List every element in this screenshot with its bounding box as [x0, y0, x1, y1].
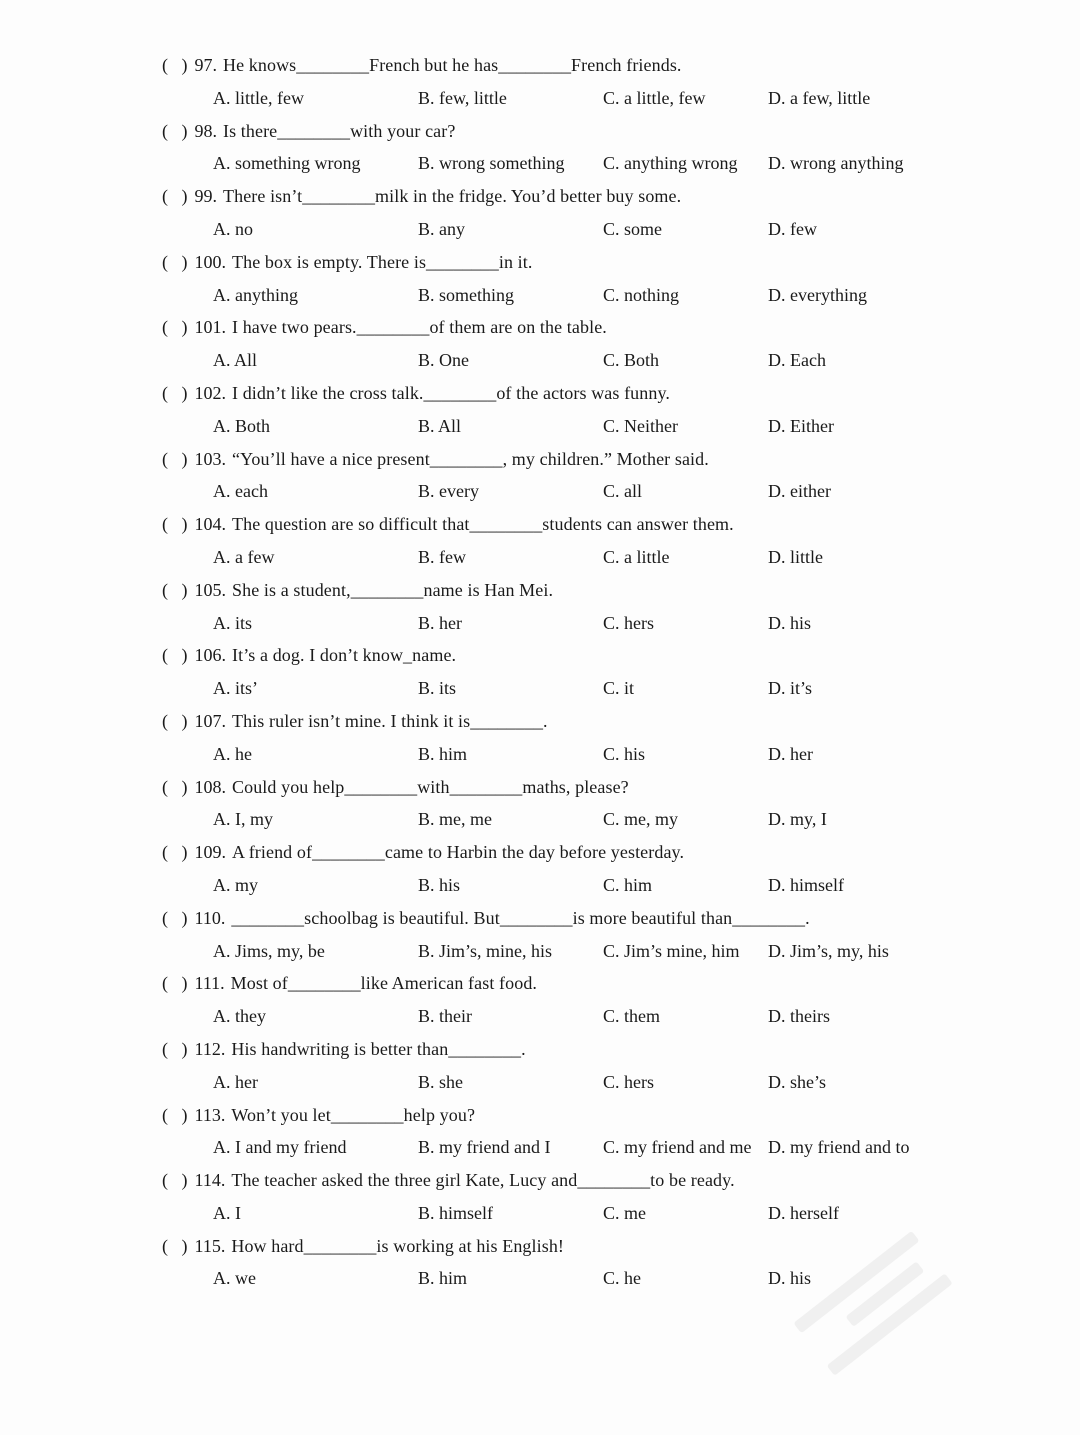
option-b: B. their [418, 1006, 472, 1027]
option-b: B. wrong something [418, 153, 565, 174]
options-row [162, 672, 1010, 705]
question-block [162, 639, 1010, 705]
options-row [162, 1262, 1010, 1295]
answer-bracket: ( ) [162, 448, 188, 469]
option-b: B. she [418, 1071, 463, 1092]
option-c: C. him [603, 874, 653, 895]
option-c: C. some [603, 218, 663, 239]
question-block [162, 246, 1010, 312]
option-c: C. me [603, 1202, 646, 1223]
option-a: A. I, my [213, 809, 273, 830]
option-a: A. Both [213, 415, 271, 436]
question-number: 104. [194, 514, 226, 535]
option-d: D. wrong anything [768, 153, 904, 174]
question-block [162, 967, 1010, 1033]
option-a: A. no [213, 218, 253, 239]
question-line [162, 639, 1010, 672]
question-block [162, 902, 1010, 968]
answer-bracket: ( ) [162, 186, 188, 207]
options-row [162, 213, 1010, 246]
option-a: A. each [213, 481, 268, 502]
question-number: 112. [194, 1038, 226, 1059]
options-row [162, 935, 1010, 968]
option-c: C. a little, few [603, 87, 706, 108]
option-b: B. One [418, 350, 469, 371]
question-line [162, 115, 1010, 148]
option-b: B. All [418, 415, 462, 436]
option-b: B. me, me [418, 809, 492, 830]
option-d: D. everything [768, 284, 867, 305]
question-number: 106. [194, 645, 226, 666]
option-a: A. we [213, 1268, 256, 1289]
question-line [162, 180, 1010, 213]
option-d: D. Each [768, 350, 826, 371]
option-b: B. few, little [418, 87, 507, 108]
question-number: 103. [194, 448, 226, 469]
question-block [162, 1099, 1010, 1165]
answer-bracket: ( ) [162, 514, 188, 535]
option-b: B. Jim’s, mine, his [418, 940, 553, 961]
question-line [162, 836, 1010, 869]
options-row [162, 607, 1010, 640]
question-block [162, 443, 1010, 509]
option-d: D. himself [768, 874, 844, 895]
question-number: 110. [194, 907, 226, 928]
option-c: C. Jim’s mine, him [603, 940, 740, 961]
option-d: D. it’s [768, 678, 813, 699]
option-b: B. its [418, 678, 457, 699]
option-c: C. them [603, 1006, 660, 1027]
question-line [162, 246, 1010, 279]
option-b: B. himself [418, 1202, 493, 1223]
option-d: D. his [768, 612, 812, 633]
options-row [162, 475, 1010, 508]
question-block [162, 49, 1010, 115]
option-a: A. a few [213, 546, 275, 567]
answer-bracket: ( ) [162, 710, 188, 731]
answer-bracket: ( ) [162, 55, 188, 75]
question-line [162, 902, 1010, 935]
question-line [162, 49, 1010, 82]
question-line [162, 1033, 1010, 1066]
option-a: A. anything [213, 284, 298, 305]
option-b: B. his [418, 874, 461, 895]
question-number: 107. [194, 710, 226, 731]
option-b: B. my friend and I [418, 1137, 551, 1158]
option-b: B. him [418, 1268, 468, 1289]
option-b: B. something [418, 284, 515, 305]
question-block [162, 574, 1010, 640]
question-text: The box is empty. There is________in it. [232, 251, 533, 272]
question-number: 102. [194, 382, 226, 403]
options-row [162, 803, 1010, 836]
option-c: C. Neither [603, 415, 678, 436]
option-b: B. her [418, 612, 462, 633]
question-number: 97. [194, 55, 217, 75]
question-text: There isn’t________milk in the fridge. You’d better buy some. [223, 186, 682, 207]
option-d: D. his [768, 1268, 812, 1289]
options-row [162, 1197, 1010, 1230]
question-line [162, 508, 1010, 541]
question-text: He knows________French but he has________French friends. [223, 55, 682, 75]
question-text: How hard________is working at his English! [231, 1235, 565, 1256]
options-row [162, 869, 1010, 902]
question-line [162, 1164, 1010, 1197]
options-row [162, 1131, 1010, 1164]
question-line [162, 967, 1010, 1000]
option-c: C. hers [603, 612, 654, 633]
question-number: 99. [194, 186, 217, 207]
options-row [162, 541, 1010, 574]
options-row [162, 1000, 1010, 1033]
option-a: A. something wrong [213, 153, 361, 174]
option-c: C. hers [603, 1071, 654, 1092]
option-a: A. he [213, 743, 252, 764]
option-d: D. herself [768, 1202, 839, 1223]
option-c: C. his [603, 743, 646, 764]
answer-bracket: ( ) [162, 317, 188, 338]
question-text: His handwriting is better than________. [231, 1038, 526, 1059]
answer-bracket: ( ) [162, 251, 188, 272]
question-number: 113. [194, 1104, 226, 1125]
option-d: D. little [768, 546, 823, 567]
question-block [162, 705, 1010, 771]
option-c: C. nothing [603, 284, 680, 305]
question-text: “You’ll have a nice present________, my children.” Mother said. [232, 448, 709, 469]
option-c: C. he [603, 1268, 641, 1289]
question-block [162, 508, 1010, 574]
option-c: C. me, my [603, 809, 678, 830]
option-d: D. Jim’s, my, his [768, 940, 889, 961]
question-block [162, 1164, 1010, 1230]
question-number: 100. [194, 251, 226, 272]
question-block [162, 1230, 1010, 1296]
option-a: A. its’ [213, 678, 258, 699]
option-a: A. its [213, 612, 253, 633]
answer-bracket: ( ) [162, 1170, 188, 1191]
answer-bracket: ( ) [162, 1038, 188, 1059]
answer-bracket: ( ) [162, 842, 188, 863]
answer-bracket: ( ) [162, 776, 188, 797]
answer-bracket: ( ) [162, 907, 188, 928]
options-row [162, 279, 1010, 312]
question-number: 109. [194, 842, 226, 863]
question-text: Most of________like American fast food. [230, 973, 538, 994]
question-line [162, 377, 1010, 410]
option-b: B. few [418, 546, 466, 567]
question-block [162, 771, 1010, 837]
question-text: A friend of________came to Harbin the day before yesterday. [232, 842, 685, 863]
option-d: D. she’s [768, 1071, 826, 1092]
option-a: A. little, few [213, 87, 304, 108]
question-text: I have two pears.________of them are on the table. [232, 317, 607, 338]
answer-bracket: ( ) [162, 579, 188, 600]
option-c: C. it [603, 678, 635, 699]
question-line [162, 574, 1010, 607]
question-number: 115. [194, 1235, 226, 1256]
option-a: A. Jims, my, be [213, 940, 325, 961]
option-d: D. her [768, 743, 813, 764]
answer-bracket: ( ) [162, 1104, 188, 1125]
answer-bracket: ( ) [162, 973, 188, 994]
question-text: She is a student,________name is Han Mei. [232, 579, 554, 600]
question-text: It’s a dog. I don’t know_name. [232, 645, 457, 666]
question-text: Is there________with your car? [223, 120, 456, 141]
option-d: D. theirs [768, 1006, 830, 1027]
option-d: D. my, I [768, 809, 827, 830]
option-a: A. her [213, 1071, 258, 1092]
options-row [162, 147, 1010, 180]
options-row [162, 410, 1010, 443]
answer-bracket: ( ) [162, 1235, 188, 1256]
question-line [162, 311, 1010, 344]
question-text: This ruler isn’t mine. I think it is________. [232, 710, 548, 731]
option-b: B. every [418, 481, 479, 502]
option-c: C. all [603, 481, 642, 502]
question-text: The question are so difficult that________students can answer them. [232, 514, 734, 535]
option-b: B. any [418, 218, 465, 239]
option-d: D. a few, little [768, 87, 871, 108]
question-text: ________schoolbag is beautiful. But________is more beautiful than________. [231, 907, 810, 928]
question-number: 114. [194, 1170, 226, 1191]
options-row [162, 82, 1010, 115]
question-text: I didn’t like the cross talk.________of the actors was funny. [232, 382, 671, 403]
question-line [162, 1230, 1010, 1263]
question-text: Won’t you let________help you? [231, 1104, 476, 1125]
option-a: A. I and my friend [213, 1137, 347, 1158]
question-block [162, 377, 1010, 443]
option-a: A. I [213, 1202, 241, 1223]
question-line [162, 443, 1010, 476]
option-d: D. few [768, 218, 817, 239]
option-d: D. Either [768, 415, 834, 436]
question-text: Could you help________with________maths, please? [232, 776, 629, 797]
question-number: 111. [194, 973, 225, 994]
option-c: C. anything wrong [603, 153, 738, 174]
question-number: 105. [194, 579, 226, 600]
options-row [162, 1066, 1010, 1099]
option-a: A. All [213, 350, 258, 371]
question-block [162, 836, 1010, 902]
question-block [162, 115, 1010, 181]
options-row [162, 344, 1010, 377]
option-c: C. Both [603, 350, 660, 371]
question-text: The teacher asked the three girl Kate, Lucy and________to be ready. [231, 1170, 735, 1191]
option-a: A. my [213, 874, 258, 895]
question-number: 101. [194, 317, 226, 338]
question-line [162, 1099, 1010, 1132]
question-number: 108. [194, 776, 226, 797]
question-line [162, 705, 1010, 738]
option-d: D. my friend and to [768, 1137, 910, 1158]
option-a: A. they [213, 1006, 266, 1027]
option-d: D. either [768, 481, 831, 502]
answer-bracket: ( ) [162, 382, 188, 403]
option-c: C. my friend and me [603, 1137, 752, 1158]
question-number: 98. [194, 120, 217, 141]
question-line [162, 771, 1010, 804]
option-b: B. him [418, 743, 468, 764]
question-block [162, 311, 1010, 377]
answer-bracket: ( ) [162, 645, 188, 666]
question-block [162, 1033, 1010, 1099]
options-row [162, 738, 1010, 771]
answer-bracket: ( ) [162, 120, 188, 141]
question-block [162, 180, 1010, 246]
option-c: C. a little [603, 546, 670, 567]
